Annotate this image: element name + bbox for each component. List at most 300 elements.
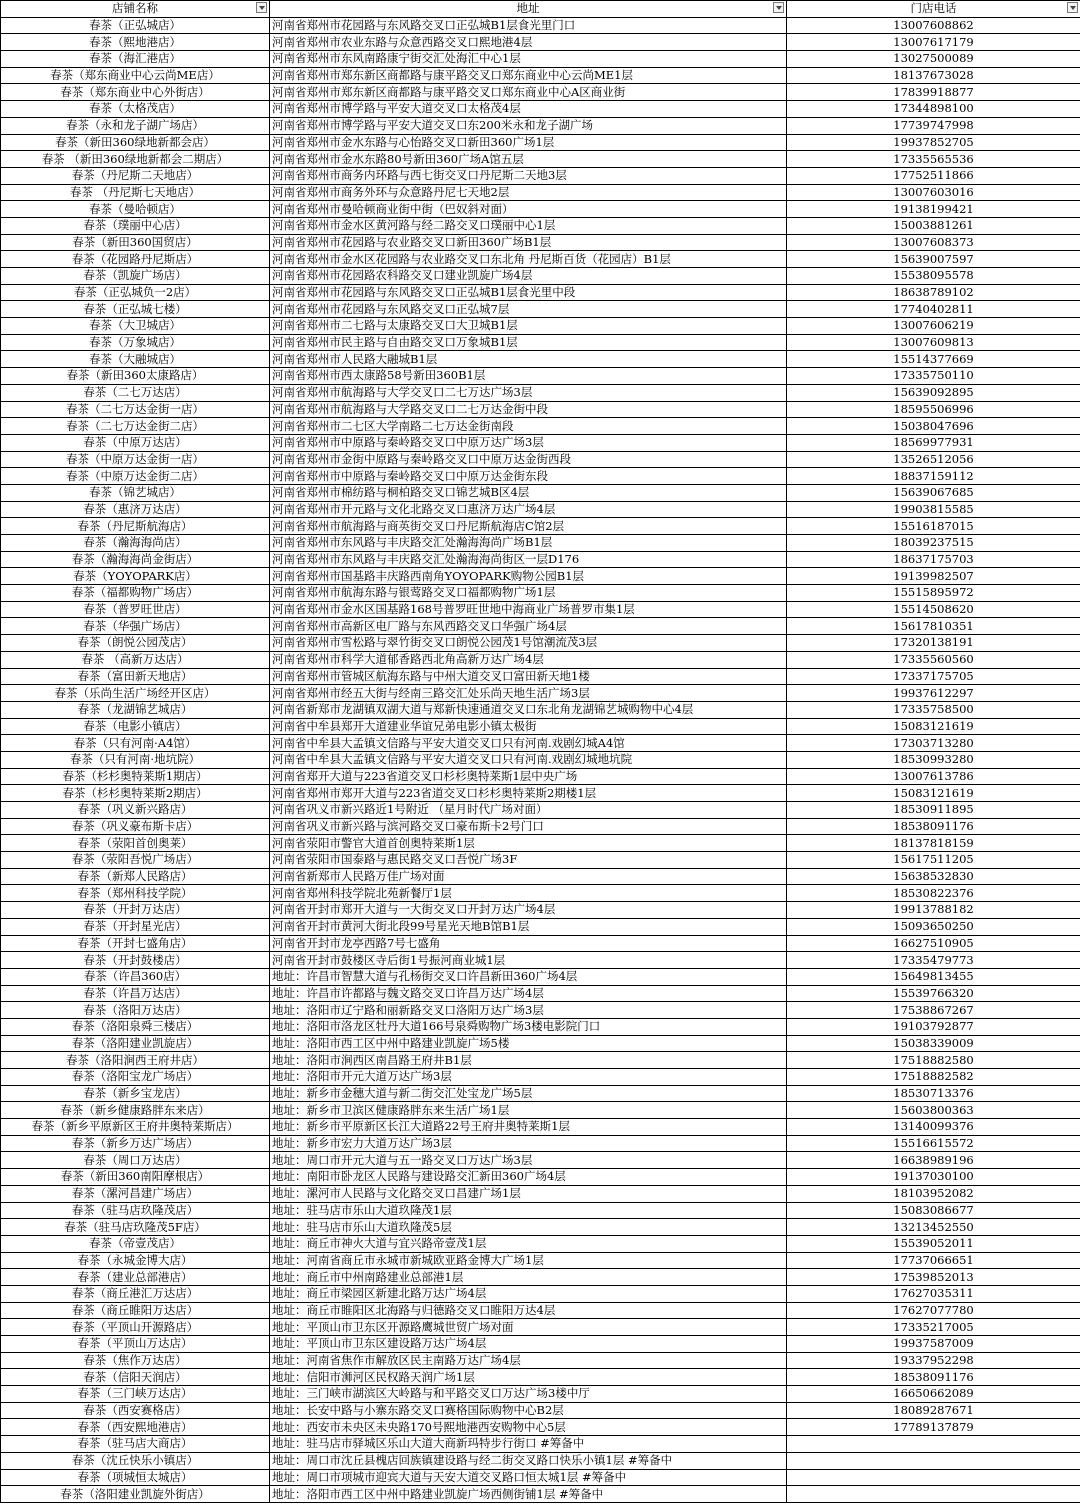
address-cell[interactable]: 河南省郑州市航海路与商英街交叉口丹尼斯航海店C馆2层: [270, 518, 787, 535]
phone-cell[interactable]: 13213452550: [787, 1219, 1080, 1236]
store-name-cell[interactable]: 春茶（新田360国贸店）: [1, 234, 270, 251]
address-cell[interactable]: 地址：商丘市梁园区新建北路万达广场4层: [270, 1285, 787, 1302]
store-name-cell[interactable]: 春茶（海汇港店）: [1, 51, 270, 68]
phone-cell[interactable]: 15603800363: [787, 1102, 1080, 1119]
address-cell[interactable]: 河南省开封市鼓楼区寺后街1号振河商业城1层: [270, 952, 787, 969]
phone-cell[interactable]: 18530911895: [787, 802, 1080, 819]
phone-cell[interactable]: 13526512056: [787, 451, 1080, 468]
address-cell[interactable]: 河南省郑州市金水区黄河路与经二路交叉口璞丽中心1层: [270, 217, 787, 234]
store-name-cell[interactable]: 春茶（平顶山万达店）: [1, 1336, 270, 1353]
store-name-cell[interactable]: 春茶（只有河南·地坑院）: [1, 751, 270, 768]
table-row: [1, 1052, 1080, 1069]
address-cell[interactable]: 河南省郑州市西太康路58号新田360B1层: [270, 368, 787, 385]
address-cell[interactable]: 地址：平顶山市卫东区建设路万达广场4层: [270, 1336, 787, 1353]
phone-cell[interactable]: 16638989196: [787, 1152, 1080, 1169]
phone-cell[interactable]: 17337175705: [787, 668, 1080, 685]
address-cell[interactable]: 河南省郑州市二七路与太康路交叉口大卫城B1层: [270, 318, 787, 335]
phone-cell[interactable]: 19937852705: [787, 134, 1080, 151]
phone-cell[interactable]: 18137673028: [787, 67, 1080, 84]
store-name-cell[interactable]: 春茶（荥阳首创奥莱）: [1, 835, 270, 852]
table-row: [1, 201, 1080, 218]
phone-cell[interactable]: 17739747998: [787, 117, 1080, 134]
address-cell[interactable]: 地址：河南省商丘市永城市新城欧亚路金博大广场1层: [270, 1252, 787, 1269]
address-cell[interactable]: 地址：新乡市金穗大道与新二街交汇处宝龙广场5层: [270, 1085, 787, 1102]
store-name-cell[interactable]: 春茶（正弘城七楼）: [1, 301, 270, 318]
phone-cell[interactable]: 15617511205: [787, 852, 1080, 869]
address-cell[interactable]: 河南省郑州市中原路与秦岭路交叉口中原万达金街东段: [270, 468, 787, 485]
address-cell[interactable]: 河南省郑州市二七区大学南路二七万达金街南段: [270, 418, 787, 435]
address-cell[interactable]: 地址：新乡市平原新区长江大道路22号王府井奥特莱斯1层: [270, 1119, 787, 1136]
store-name-cell[interactable]: 春茶（丹尼斯航海店）: [1, 518, 270, 535]
address-cell[interactable]: 河南省郑州市国基路丰庆路西南角YOYOPARK购物公园B1层: [270, 568, 787, 585]
address-cell[interactable]: 地址：河南省焦作市解放区民主南路万达广场4层: [270, 1352, 787, 1369]
address-cell[interactable]: 地址：商丘市神火大道与宜兴路帝壹茂1层: [270, 1235, 787, 1252]
phone-cell[interactable]: 17335479773: [787, 952, 1080, 969]
address-cell[interactable]: 河南省郑州市开元路与文化北路交叉口惠济万达广场4层: [270, 501, 787, 518]
phone-cell[interactable]: 13007613786: [787, 768, 1080, 785]
table-row: [1, 751, 1080, 768]
address-cell[interactable]: 河南省郑州市郑东新区商都路与康平路交叉口郑东商业中心云尚ME1层: [270, 67, 787, 84]
address-cell[interactable]: 河南省开封市黄河大街北段99号星光天地B馆B1层: [270, 918, 787, 935]
store-name-cell[interactable]: 春茶（乐尚生活广场经开区店）: [1, 685, 270, 702]
phone-cell[interactable]: 13140099376: [787, 1119, 1080, 1136]
address-cell[interactable]: 河南省新郑市人民路万佳广场对面: [270, 868, 787, 885]
store-name-cell[interactable]: 春茶（郑东商业中心云尚ME店）: [1, 67, 270, 84]
phone-cell[interactable]: 17752511866: [787, 167, 1080, 184]
address-cell[interactable]: 河南省中牟县郑开大道建业华谊兄弟电影小镇太极街: [270, 718, 787, 735]
store-name-cell[interactable]: 春茶（二七万达金街一店）: [1, 401, 270, 418]
store-name-cell[interactable]: 春茶（华强广场店）: [1, 618, 270, 635]
table-row: [1, 1469, 1080, 1486]
table-row: [1, 535, 1080, 552]
phone-cell[interactable]: 16650662089: [787, 1386, 1080, 1403]
store-name-cell[interactable]: 春茶（洛阳建业凯旋店）: [1, 1035, 270, 1052]
store-name-cell[interactable]: 春茶（瀚海海尚店）: [1, 535, 270, 552]
phone-cell[interactable]: 15539766320: [787, 985, 1080, 1002]
address-cell[interactable]: 河南省郑州市曼哈顿商业街中街（巴奴斜对面）: [270, 201, 787, 218]
phone-cell[interactable]: 18530713376: [787, 1085, 1080, 1102]
address-cell[interactable]: 地址：驻马店市驿城区乐山大道大商新玛特步行街口 #筹备中: [270, 1436, 787, 1453]
address-cell[interactable]: 河南省郑州市花园路与东风路交叉口正弘城7层: [270, 301, 787, 318]
store-name-cell[interactable]: 春茶（新田360南阳摩根店）: [1, 1169, 270, 1186]
address-cell[interactable]: 河南省郑州市商务内环路与西七街交叉口丹尼斯二天地3层: [270, 167, 787, 184]
store-name-cell[interactable]: 春茶（开封七盛角店）: [1, 935, 270, 952]
table-row: [1, 251, 1080, 268]
phone-cell[interactable]: 17737066651: [787, 1252, 1080, 1269]
store-name-cell[interactable]: 春茶（熙地港店）: [1, 34, 270, 51]
table-row: [1, 117, 1080, 134]
store-name-cell[interactable]: 春茶（平顶山开源路店）: [1, 1319, 270, 1336]
address-cell[interactable]: 河南省郑州市金水东路80号新田360广场A馆五层: [270, 151, 787, 168]
phone-cell[interactable]: 15514508620: [787, 601, 1080, 618]
phone-cell[interactable]: 18538091176: [787, 818, 1080, 835]
store-name-cell[interactable]: 春茶（YOYOPARK店）: [1, 568, 270, 585]
store-name-cell[interactable]: 春茶（驻马店玖隆茂5F店）: [1, 1219, 270, 1236]
phone-cell[interactable]: 15539052011: [787, 1235, 1080, 1252]
store-name-cell[interactable]: 春茶（洛阳建业凯旋外街店）: [1, 1486, 270, 1503]
store-name-cell[interactable]: 春茶（中原万达金街二店）: [1, 468, 270, 485]
phone-cell[interactable]: 19903815585: [787, 501, 1080, 518]
phone-cell[interactable]: 15516187015: [787, 518, 1080, 535]
phone-cell[interactable]: 17839918877: [787, 84, 1080, 101]
phone-cell[interactable]: [787, 1436, 1080, 1453]
address-cell[interactable]: 河南省郑州市东风路与丰庆路交汇处瀚海海尚广场B1层: [270, 535, 787, 552]
phone-cell[interactable]: [787, 1486, 1080, 1503]
store-name-cell[interactable]: 春茶（商丘港汇万达店）: [1, 1285, 270, 1302]
address-cell[interactable]: 河南省郑州市花园路与东风路交叉口正弘城B1层食光里门口: [270, 17, 787, 34]
store-name-cell[interactable]: 春茶（许昌万达店）: [1, 985, 270, 1002]
store-name-cell[interactable]: 春茶（帝壹茂店）: [1, 1235, 270, 1252]
address-cell[interactable]: 地址：洛阳市西工区中州中路建业凯旋广场西侧街铺1层 #筹备中: [270, 1486, 787, 1503]
store-name-cell[interactable]: 春茶（凯旋广场店）: [1, 268, 270, 285]
store-name-cell[interactable]: 春茶（项城恒太城店）: [1, 1469, 270, 1486]
address-cell[interactable]: 河南省郑州市人民路大融城B1层: [270, 351, 787, 368]
store-name-cell[interactable]: 春茶（大融城店）: [1, 351, 270, 368]
store-name-cell[interactable]: 春茶（惠济万达店）: [1, 501, 270, 518]
store-name-cell[interactable]: 春茶（永城金博大店）: [1, 1252, 270, 1269]
address-cell[interactable]: 地址：新乡市卫滨区健康路胖东来生活广场1层: [270, 1102, 787, 1119]
address-cell[interactable]: 河南省郑州科技学院北苑新餐厅1层: [270, 885, 787, 902]
phone-cell[interactable]: 17335217005: [787, 1319, 1080, 1336]
store-name-cell[interactable]: 春茶 （高新万达店）: [1, 651, 270, 668]
phone-cell[interactable]: 19139982507: [787, 568, 1080, 585]
dropdown-arrow-icon[interactable]: [773, 2, 784, 13]
address-cell[interactable]: 河南省郑州市花园路与农业路交叉口新田360广场B1层: [270, 234, 787, 251]
address-cell[interactable]: 河南省郑州市航海路与大学路交叉口二七万达金街中段: [270, 401, 787, 418]
table-row: [1, 668, 1080, 685]
address-cell[interactable]: 河南省郑州市郑东新区商都路与康平路交叉口郑东商业中心A区商业街: [270, 84, 787, 101]
address-cell[interactable]: 地址：洛阳市涧西区南昌路王府井B1层: [270, 1052, 787, 1069]
store-name-cell[interactable]: 春茶（开封万达店）: [1, 902, 270, 919]
store-name-cell[interactable]: 春茶（沈丘快乐小镇店）: [1, 1452, 270, 1469]
address-cell[interactable]: 地址：洛阳市辽宁路和丽新路交叉口洛阳万达广场3层: [270, 1002, 787, 1019]
phone-cell[interactable]: 18103952082: [787, 1185, 1080, 1202]
address-cell[interactable]: 河南省郑州市花园路与东风路交叉口正弘城B1层食光里中段: [270, 284, 787, 301]
address-cell[interactable]: 河南省郑州市东风路与丰庆路交汇处瀚海海尚街区一层D176: [270, 551, 787, 568]
table-row: [1, 468, 1080, 485]
table-body: [1, 17, 1080, 1502]
phone-cell[interactable]: 17518882580: [787, 1052, 1080, 1069]
address-cell[interactable]: 地址：平顶山市卫东区开源路鹰城世贸广场对面: [270, 1319, 787, 1336]
table-row: [1, 1085, 1080, 1102]
address-cell[interactable]: 河南省郑州市科学大道郁香路西北角高新万达广场4层: [270, 651, 787, 668]
phone-cell[interactable]: 13007608862: [787, 17, 1080, 34]
phone-cell[interactable]: 13007609813: [787, 334, 1080, 351]
phone-cell[interactable]: 19138199421: [787, 201, 1080, 218]
store-name-cell[interactable]: 春茶（洛阳涧西王府井店）: [1, 1052, 270, 1069]
phone-cell[interactable]: 19913788182: [787, 902, 1080, 919]
phone-cell[interactable]: 17518882582: [787, 1069, 1080, 1086]
address-cell[interactable]: 地址：许昌市许都路与魏文路交叉口许昌万达广场4层: [270, 985, 787, 1002]
address-cell[interactable]: 河南省中牟县大孟镇文信路与平安大道交叉口只有河南.戏剧幻城地坑院: [270, 751, 787, 768]
store-name-cell[interactable]: 春茶（新田360绿地新都会店）: [1, 134, 270, 151]
address-cell[interactable]: 河南省郑州市经五大街与经南三路交汇处乐尚天地生活广场3层: [270, 685, 787, 702]
table-row: [1, 1235, 1080, 1252]
phone-cell[interactable]: 18595506996: [787, 401, 1080, 418]
phone-cell[interactable]: 18039237515: [787, 535, 1080, 552]
phone-cell[interactable]: 17303713280: [787, 735, 1080, 752]
phone-cell[interactable]: 18538091176: [787, 1369, 1080, 1386]
phone-cell[interactable]: 15617810351: [787, 618, 1080, 635]
table-row: [1, 268, 1080, 285]
store-name-cell[interactable]: 春茶（璞丽中心店）: [1, 217, 270, 234]
table-row: [1, 852, 1080, 869]
address-cell[interactable]: 地址：长安中路与小寨东路交叉口赛格国际购物中心B2层: [270, 1402, 787, 1419]
address-cell[interactable]: 地址：周口市开元大道与五一路交叉口万达广场3层: [270, 1152, 787, 1169]
store-name-cell[interactable]: 春茶（三门峡万达店）: [1, 1386, 270, 1403]
store-name-cell[interactable]: 春茶（巩义豪布斯卡店）: [1, 818, 270, 835]
address-cell[interactable]: 河南省郑州市航海路与大学交叉口二七万达广场3层: [270, 384, 787, 401]
address-cell[interactable]: 河南省郑州市高新区电厂路与东风西路交叉口华强广场4层: [270, 618, 787, 635]
address-cell[interactable]: 河南省荥阳市国泰路与惠民路交叉口吾悦广场3F: [270, 852, 787, 869]
table-row: [1, 802, 1080, 819]
table-row: [1, 1319, 1080, 1336]
store-name-cell[interactable]: 春茶（荥阳吾悦广场店）: [1, 852, 270, 869]
address-cell[interactable]: 河南省郑州市中原路与秦岭路交叉口中原万达广场3层: [270, 434, 787, 451]
address-cell[interactable]: 地址：驻马店市乐山大道玖隆茂1层: [270, 1202, 787, 1219]
table-row: [1, 368, 1080, 385]
phone-cell[interactable]: 15093650250: [787, 918, 1080, 935]
address-cell[interactable]: 河南省郑州市金水东路与心怡路交叉口新田360广场1层: [270, 134, 787, 151]
phone-cell[interactable]: 15639092895: [787, 384, 1080, 401]
header-label: 店铺名称: [112, 1, 158, 16]
phone-cell[interactable]: 17335565536: [787, 151, 1080, 168]
address-cell[interactable]: 地址：漯河市人民路与文化路交叉口昌建广场1层: [270, 1185, 787, 1202]
store-name-cell[interactable]: 春茶（焦作万达店）: [1, 1352, 270, 1369]
store-name-cell[interactable]: 春茶（中原万达金街一店）: [1, 451, 270, 468]
store-name-cell[interactable]: 春茶（西安熙地港店）: [1, 1419, 270, 1436]
phone-cell[interactable]: 19937587009: [787, 1336, 1080, 1353]
phone-cell[interactable]: 17335750110: [787, 368, 1080, 385]
phone-cell[interactable]: 17344898100: [787, 101, 1080, 118]
store-name-cell[interactable]: 春茶（开封鼓楼店）: [1, 952, 270, 969]
address-cell[interactable]: 河南省郑州市雪松路与翠竹街交叉口朗悦公园茂1号馆潮流茂3层: [270, 635, 787, 652]
table-row: [1, 401, 1080, 418]
store-name-cell[interactable]: 春茶（普罗旺世店）: [1, 601, 270, 618]
table-row: [1, 785, 1080, 802]
store-name-cell[interactable]: 春茶（开封星光店）: [1, 918, 270, 935]
store-name-cell[interactable]: 春茶（驻马店玖隆茂店）: [1, 1202, 270, 1219]
phone-cell[interactable]: 17539852013: [787, 1269, 1080, 1286]
address-cell[interactable]: 河南省郑州市金街中原路与秦岭路交叉口中原万达金街西段: [270, 451, 787, 468]
header-phone[interactable]: [787, 1, 1080, 18]
phone-cell[interactable]: 18637175703: [787, 551, 1080, 568]
store-name-cell[interactable]: 春茶（洛阳万达店）: [1, 1002, 270, 1019]
table-row: [1, 1285, 1080, 1302]
phone-cell[interactable]: 15514377669: [787, 351, 1080, 368]
address-cell[interactable]: 河南省开封市郑开大道与一大街交叉口开封万达广场4层: [270, 902, 787, 919]
address-cell[interactable]: 河南省郑州市金水区国基路168号普罗旺世地中海商业广场普罗市集1层: [270, 601, 787, 618]
store-name-cell[interactable]: 春茶（锦艺城店）: [1, 484, 270, 501]
store-name-cell[interactable]: 春茶（新乡万达广场店）: [1, 1135, 270, 1152]
address-cell[interactable]: 河南省新郑市龙湖镇双湖大道与郑新快速通道交叉口东北角龙湖锦艺城购物中心4层: [270, 701, 787, 718]
table-row: [1, 1185, 1080, 1202]
store-name-cell[interactable]: 春茶（花园路丹尼斯店）: [1, 251, 270, 268]
store-name-cell[interactable]: 春茶（二七万达金街二店）: [1, 418, 270, 435]
store-name-cell[interactable]: 春茶（杉杉奥特莱斯2期店）: [1, 785, 270, 802]
store-name-cell[interactable]: 春茶（驻马店大商店）: [1, 1436, 270, 1453]
store-name-cell[interactable]: 春茶（新乡健康路胖东来店）: [1, 1102, 270, 1119]
phone-cell[interactable]: 19337952298: [787, 1352, 1080, 1369]
store-name-cell[interactable]: 春茶（丹尼斯二天地店）: [1, 167, 270, 184]
address-cell[interactable]: 地址：信阳市浉河区民权路天润广场1层: [270, 1369, 787, 1386]
address-cell[interactable]: 地址：驻马店市乐山大道玖隆茂5层: [270, 1219, 787, 1236]
store-name-cell[interactable]: 春茶（郑州科技学院）: [1, 885, 270, 902]
address-cell[interactable]: 地址：许昌市智慧大道与孔杨街交叉口许昌新田360广场4层: [270, 968, 787, 985]
store-name-cell[interactable]: 春茶 （丹尼斯七天地店）: [1, 184, 270, 201]
dropdown-arrow-icon[interactable]: [1067, 2, 1078, 13]
phone-cell[interactable]: 16627510905: [787, 935, 1080, 952]
phone-cell[interactable]: 17627035311: [787, 1285, 1080, 1302]
header-store-name[interactable]: [1, 1, 270, 18]
store-name-cell[interactable]: 春茶（巩义新兴路店）: [1, 802, 270, 819]
address-cell[interactable]: 河南省郑州市花园路农科路交叉口建业凯旋广场4层: [270, 268, 787, 285]
table-row: [1, 51, 1080, 68]
address-cell[interactable]: 地址：商丘市睢阳区北海路与归德路交叉口睢阳万达4层: [270, 1302, 787, 1319]
store-name-cell[interactable]: 春茶（正弘城负一2店）: [1, 284, 270, 301]
store-name-cell[interactable]: 春茶（只有河南·A4馆）: [1, 735, 270, 752]
store-name-cell[interactable]: 春茶（新田360太康路店）: [1, 368, 270, 385]
store-name-cell[interactable]: 春茶（中原万达店）: [1, 434, 270, 451]
address-cell[interactable]: 河南省郑州市商务外环与众意路丹尼七天地2层: [270, 184, 787, 201]
phone-cell[interactable]: 13027500089: [787, 51, 1080, 68]
table-row: [1, 1419, 1080, 1436]
phone-cell[interactable]: 15516615572: [787, 1135, 1080, 1152]
store-name-cell[interactable]: 春茶（二七万达店）: [1, 384, 270, 401]
phone-cell[interactable]: 18837159112: [787, 468, 1080, 485]
address-cell[interactable]: 地址：新乡市宏力大道万达广场3层: [270, 1135, 787, 1152]
phone-cell[interactable]: 18638789102: [787, 284, 1080, 301]
store-name-cell[interactable]: 春茶（商丘睢阳万达店）: [1, 1302, 270, 1319]
phone-cell[interactable]: 17627077780: [787, 1302, 1080, 1319]
store-name-cell[interactable]: 春茶（龙湖锦艺城店）: [1, 701, 270, 718]
store-name-cell[interactable]: 春茶（新乡宝龙店）: [1, 1085, 270, 1102]
store-name-cell[interactable]: 春茶（郑东商业中心外街店）: [1, 84, 270, 101]
address-cell[interactable]: 河南省郑州市金水区花园路与农业路交叉口东北角 丹尼斯百货（花园店）B1层: [270, 251, 787, 268]
address-cell[interactable]: 河南省郑州市民主路与自由路交叉口万象城B1层: [270, 334, 787, 351]
address-cell[interactable]: 地址：洛阳市洛龙区牡丹大道166号泉舜购物广场3楼电影院门口: [270, 1018, 787, 1035]
table-row: [1, 1202, 1080, 1219]
store-name-cell[interactable]: 春茶（瀚海海尚金街店）: [1, 551, 270, 568]
store-name-cell[interactable]: 春茶（新郑人民路店）: [1, 868, 270, 885]
store-name-cell[interactable]: 春茶（西安赛格店）: [1, 1402, 270, 1419]
store-name-cell[interactable]: 春茶（福都购物广场店）: [1, 585, 270, 602]
phone-cell[interactable]: 13007617179: [787, 34, 1080, 51]
address-cell[interactable]: 地址：南阳市卧龙区人民路与建设路交汇新田360广场4层: [270, 1169, 787, 1186]
phone-cell[interactable]: 17538867267: [787, 1002, 1080, 1019]
address-cell[interactable]: 河南省中牟县大孟镇文信路与平安大道交叉口只有河南.戏剧幻城A4馆: [270, 735, 787, 752]
address-cell[interactable]: 地址：洛阳市开元大道万达广场3层: [270, 1069, 787, 1086]
address-cell[interactable]: 河南省开封市龙亭西路7号七盛角: [270, 935, 787, 952]
header-address[interactable]: [270, 1, 787, 18]
store-name-cell[interactable]: 春茶（朗悦公园茂店）: [1, 635, 270, 652]
address-cell[interactable]: 地址：周口市项城市迎宾大道与天安大道交叉路口恒太城1层 #筹备中: [270, 1469, 787, 1486]
phone-cell[interactable]: 18530993280: [787, 751, 1080, 768]
phone-cell[interactable]: 19937612297: [787, 685, 1080, 702]
phone-cell[interactable]: 17320138191: [787, 635, 1080, 652]
store-name-cell[interactable]: 春茶（信阳天润店）: [1, 1369, 270, 1386]
phone-cell[interactable]: [787, 1469, 1080, 1486]
table-row: [1, 885, 1080, 902]
store-name-cell[interactable]: 春茶（万象城店）: [1, 334, 270, 351]
store-name-cell[interactable]: 春茶（洛阳宝龙广场店）: [1, 1069, 270, 1086]
address-cell[interactable]: 河南省郑州市博学路与平安大道交叉口太格茂4层: [270, 101, 787, 118]
store-name-cell[interactable]: 春茶（杉杉奥特莱斯1期店）: [1, 768, 270, 785]
address-cell[interactable]: 河南省巩义市新兴路与滨河路交叉口豪布斯卡2号门口: [270, 818, 787, 835]
store-name-cell[interactable]: 春茶（漯河昌建广场店）: [1, 1185, 270, 1202]
phone-cell[interactable]: 15638532830: [787, 868, 1080, 885]
phone-cell[interactable]: 15038339009: [787, 1035, 1080, 1052]
phone-cell[interactable]: 15639067685: [787, 484, 1080, 501]
store-name-cell[interactable]: 春茶（电影小镇店）: [1, 718, 270, 735]
phone-cell[interactable]: [787, 1452, 1080, 1469]
address-cell[interactable]: 地址：商丘市中州南路建业总部港1层: [270, 1269, 787, 1286]
store-name-cell[interactable]: 春茶（曼哈顿店）: [1, 201, 270, 218]
address-cell[interactable]: 河南省荥阳市警官大道首创奥特莱斯1层: [270, 835, 787, 852]
store-name-cell[interactable]: 春茶（新乡平原新区王府井奥特莱斯店）: [1, 1119, 270, 1136]
phone-cell[interactable]: 19137030100: [787, 1169, 1080, 1186]
store-name-cell[interactable]: 春茶（富田新天地店）: [1, 668, 270, 685]
store-name-cell[interactable]: 春茶（太格茂店）: [1, 101, 270, 118]
phone-cell[interactable]: 15649813455: [787, 968, 1080, 985]
address-cell[interactable]: 地址：周口市沈丘县槐店回族镇建设路与经二街交叉路口快乐小镇1层 #筹备中: [270, 1452, 787, 1469]
phone-cell[interactable]: 15038047696: [787, 418, 1080, 435]
store-name-cell[interactable]: 春茶（永和龙子湖广场店）: [1, 117, 270, 134]
address-cell[interactable]: 河南省郑州市博学路与平安大道交叉口东200米永和龙子湖广场: [270, 117, 787, 134]
phone-cell[interactable]: 17335758500: [787, 701, 1080, 718]
phone-cell[interactable]: 15639007597: [787, 251, 1080, 268]
phone-cell[interactable]: 18089287671: [787, 1402, 1080, 1419]
phone-cell[interactable]: 15538095578: [787, 268, 1080, 285]
address-cell[interactable]: 河南省郑州市棉纺路与桐柏路交叉口锦艺城B区4层: [270, 484, 787, 501]
store-name-cell[interactable]: 春茶（大卫城店）: [1, 318, 270, 335]
phone-cell[interactable]: 17335560560: [787, 651, 1080, 668]
store-name-cell[interactable]: 春茶 （新田360绿地新都会二期店）: [1, 151, 270, 168]
phone-cell[interactable]: 13007606219: [787, 318, 1080, 335]
phone-cell[interactable]: 15003881261: [787, 217, 1080, 234]
address-cell[interactable]: 河南省郑州市管城区航海东路与中州大道交叉口富田新天地1楼: [270, 668, 787, 685]
store-name-cell[interactable]: 春茶（周口万达店）: [1, 1152, 270, 1169]
phone-cell[interactable]: 15083121619: [787, 785, 1080, 802]
address-cell[interactable]: 河南省郑州市航海东路与银莺路交叉口福都购物广场1层: [270, 585, 787, 602]
address-cell[interactable]: 河南省郑州市郑开大道与223省道交叉口杉杉奥特莱斯2期楼1层: [270, 785, 787, 802]
phone-cell[interactable]: 15083086677: [787, 1202, 1080, 1219]
phone-cell[interactable]: 17740402811: [787, 301, 1080, 318]
phone-cell[interactable]: 15515895972: [787, 585, 1080, 602]
phone-cell[interactable]: 19103792877: [787, 1018, 1080, 1035]
address-cell[interactable]: 河南省巩义市新兴路近1号附近 （星月时代广场对面）: [270, 802, 787, 819]
phone-cell[interactable]: 15083121619: [787, 718, 1080, 735]
store-name-cell[interactable]: 春茶（许昌360店）: [1, 968, 270, 985]
phone-cell[interactable]: 18530822376: [787, 885, 1080, 902]
table-row: [1, 351, 1080, 368]
address-cell[interactable]: 河南省郑州市东风南路康宁街交汇处海汇中心1层: [270, 51, 787, 68]
store-name-cell[interactable]: 春茶（建业总部港店）: [1, 1269, 270, 1286]
address-cell[interactable]: 河南省郑开大道与223省道交叉口杉杉奥特莱斯1层中央广场: [270, 768, 787, 785]
phone-cell[interactable]: 18569977931: [787, 434, 1080, 451]
address-cell[interactable]: 河南省郑州市农业东路与众意西路交叉口熙地港4层: [270, 34, 787, 51]
address-cell[interactable]: 地址：洛阳市西工区中州中路建业凯旋广场5楼: [270, 1035, 787, 1052]
phone-cell[interactable]: 13007603016: [787, 184, 1080, 201]
address-cell[interactable]: 地址：三门峡市湖滨区大岭路与和平路交叉口万达广场3楼中厅: [270, 1386, 787, 1403]
phone-cell[interactable]: 17789137879: [787, 1419, 1080, 1436]
store-name-cell[interactable]: 春茶（正弘城店）: [1, 17, 270, 34]
store-name-cell[interactable]: 春茶（洛阳泉舜三楼店）: [1, 1018, 270, 1035]
dropdown-arrow-icon[interactable]: [256, 2, 267, 13]
address-cell[interactable]: 地址：西安市未央区未央路170号熙地港西安购物中心5层: [270, 1419, 787, 1436]
phone-cell[interactable]: 13007608373: [787, 234, 1080, 251]
phone-cell[interactable]: 18137818159: [787, 835, 1080, 852]
